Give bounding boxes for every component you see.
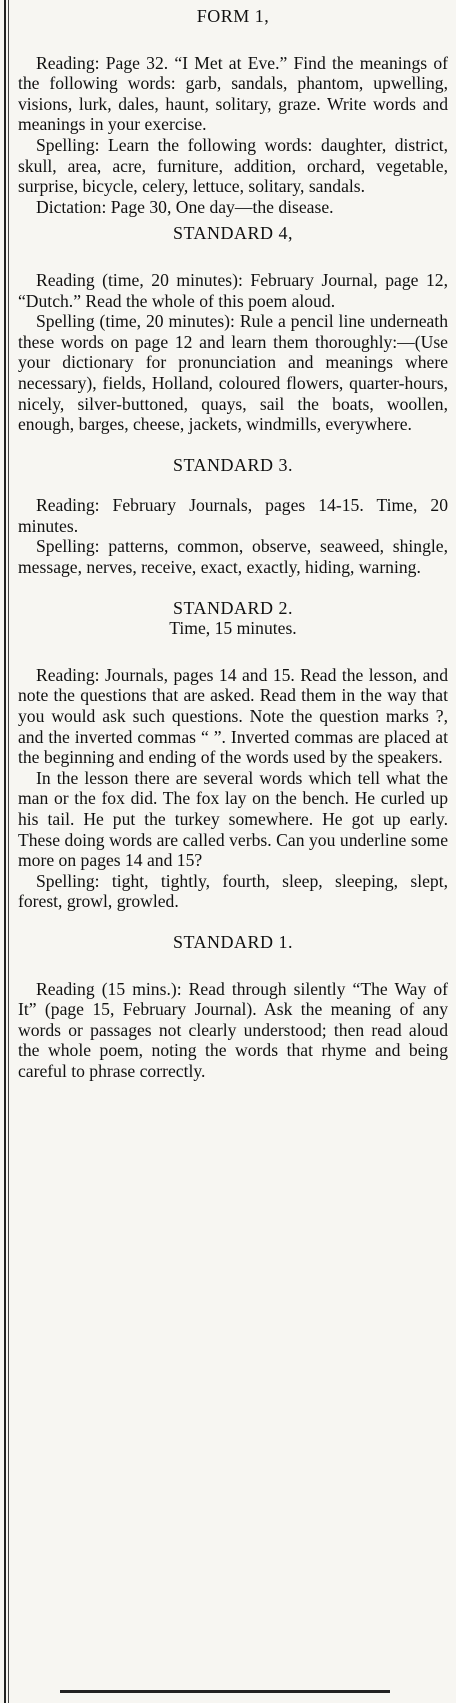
- section-heading-standard-4: STANDARD 4,: [172, 223, 294, 244]
- form-1-dictation: Dictation: Page 30, One day—the disease.: [36, 196, 334, 217]
- standard-3-reading: Reading: February Journals, pages 14-15. Time, 20 minutes.: [18, 495, 448, 536]
- standard-2-verbs: In the lesson there are several words which tell what the man or the fox did. The fox lay on the bench. He curled up his tail. He put the turkey somewhere. He got up early. These doing words are called verbs. Can you underline some more on pages 14 and 15?: [18, 767, 448, 871]
- section-heading-standard-3: STANDARD 3.: [172, 454, 294, 475]
- standard-1-reading: Reading (15 mins.): Read through silently “The Way of It” (page 15, February Journal). Ask the meaning of any words or passages not clearly understood; then read aloud the whole poem, noting the words that rhyme and being careful to phrase correctly.: [18, 978, 448, 1081]
- form-1-reading: Reading: Page 32. “I Met at Eve.” Find the meanings of the following words: garb, sandals, phantom, upwelling, visions, lurk, dales, haunt, solitary, graze. Write words and meanings in your exercise.: [18, 52, 448, 135]
- standard-2-reading: Reading: Journals, pages 14 and 15. Read the lesson, and note the questions that are asked. Read them in the way that you would ask such questions. Note the question marks ?, and the inverted commas “ ”. Inverted commas are placed at the beginning and ending of the words used by the speakers.: [18, 664, 448, 768]
- end-rule: [60, 1690, 390, 1693]
- column-rule-left-inner: [8, 0, 9, 1703]
- article-column: [18, 6, 448, 1082]
- standard-2-time-note: Time, 15 minutes.: [169, 618, 297, 639]
- standard-4-reading: Reading (time, 20 minutes): February Journal, page 12, “Dutch.” Read the whole of this poem aloud.: [18, 269, 448, 311]
- section-heading-standard-1: STANDARD 1.: [172, 931, 294, 952]
- standard-2-spelling: Spelling: tight, tightly, fourth, sleep, sleeping, slept, forest, growl, growled.: [18, 870, 448, 912]
- column-rule-left: [4, 0, 6, 1703]
- section-heading-form-1: FORM 1,: [196, 6, 270, 26]
- section-heading-standard-2: STANDARD 2.: [172, 597, 294, 618]
- standard-3-spelling: Spelling: patterns, common, observe, seaweed, shingle, message, nerves, receive, exact, exactly, hiding, warning.: [18, 536, 448, 578]
- form-1-spelling: Spelling: Learn the following words: daughter, district, skull, area, acre, furniture, addition, orchard, vegetable, surprise, bicycle, celery, lettuce, solitary, sandals.: [18, 134, 448, 197]
- standard-4-spelling: Spelling (time, 20 minutes): Rule a pencil line underneath these words on page 12 and learn them thoroughly:—(Use your dictionary for pronunciation and meanings where necessary), fields, Holland, coloured flowers, quarter-hours, nicely, silver-buttoned, quays, sail the boats, woollen, enough, barges, cheese, jackets, windmills, everywhere.: [18, 311, 448, 435]
